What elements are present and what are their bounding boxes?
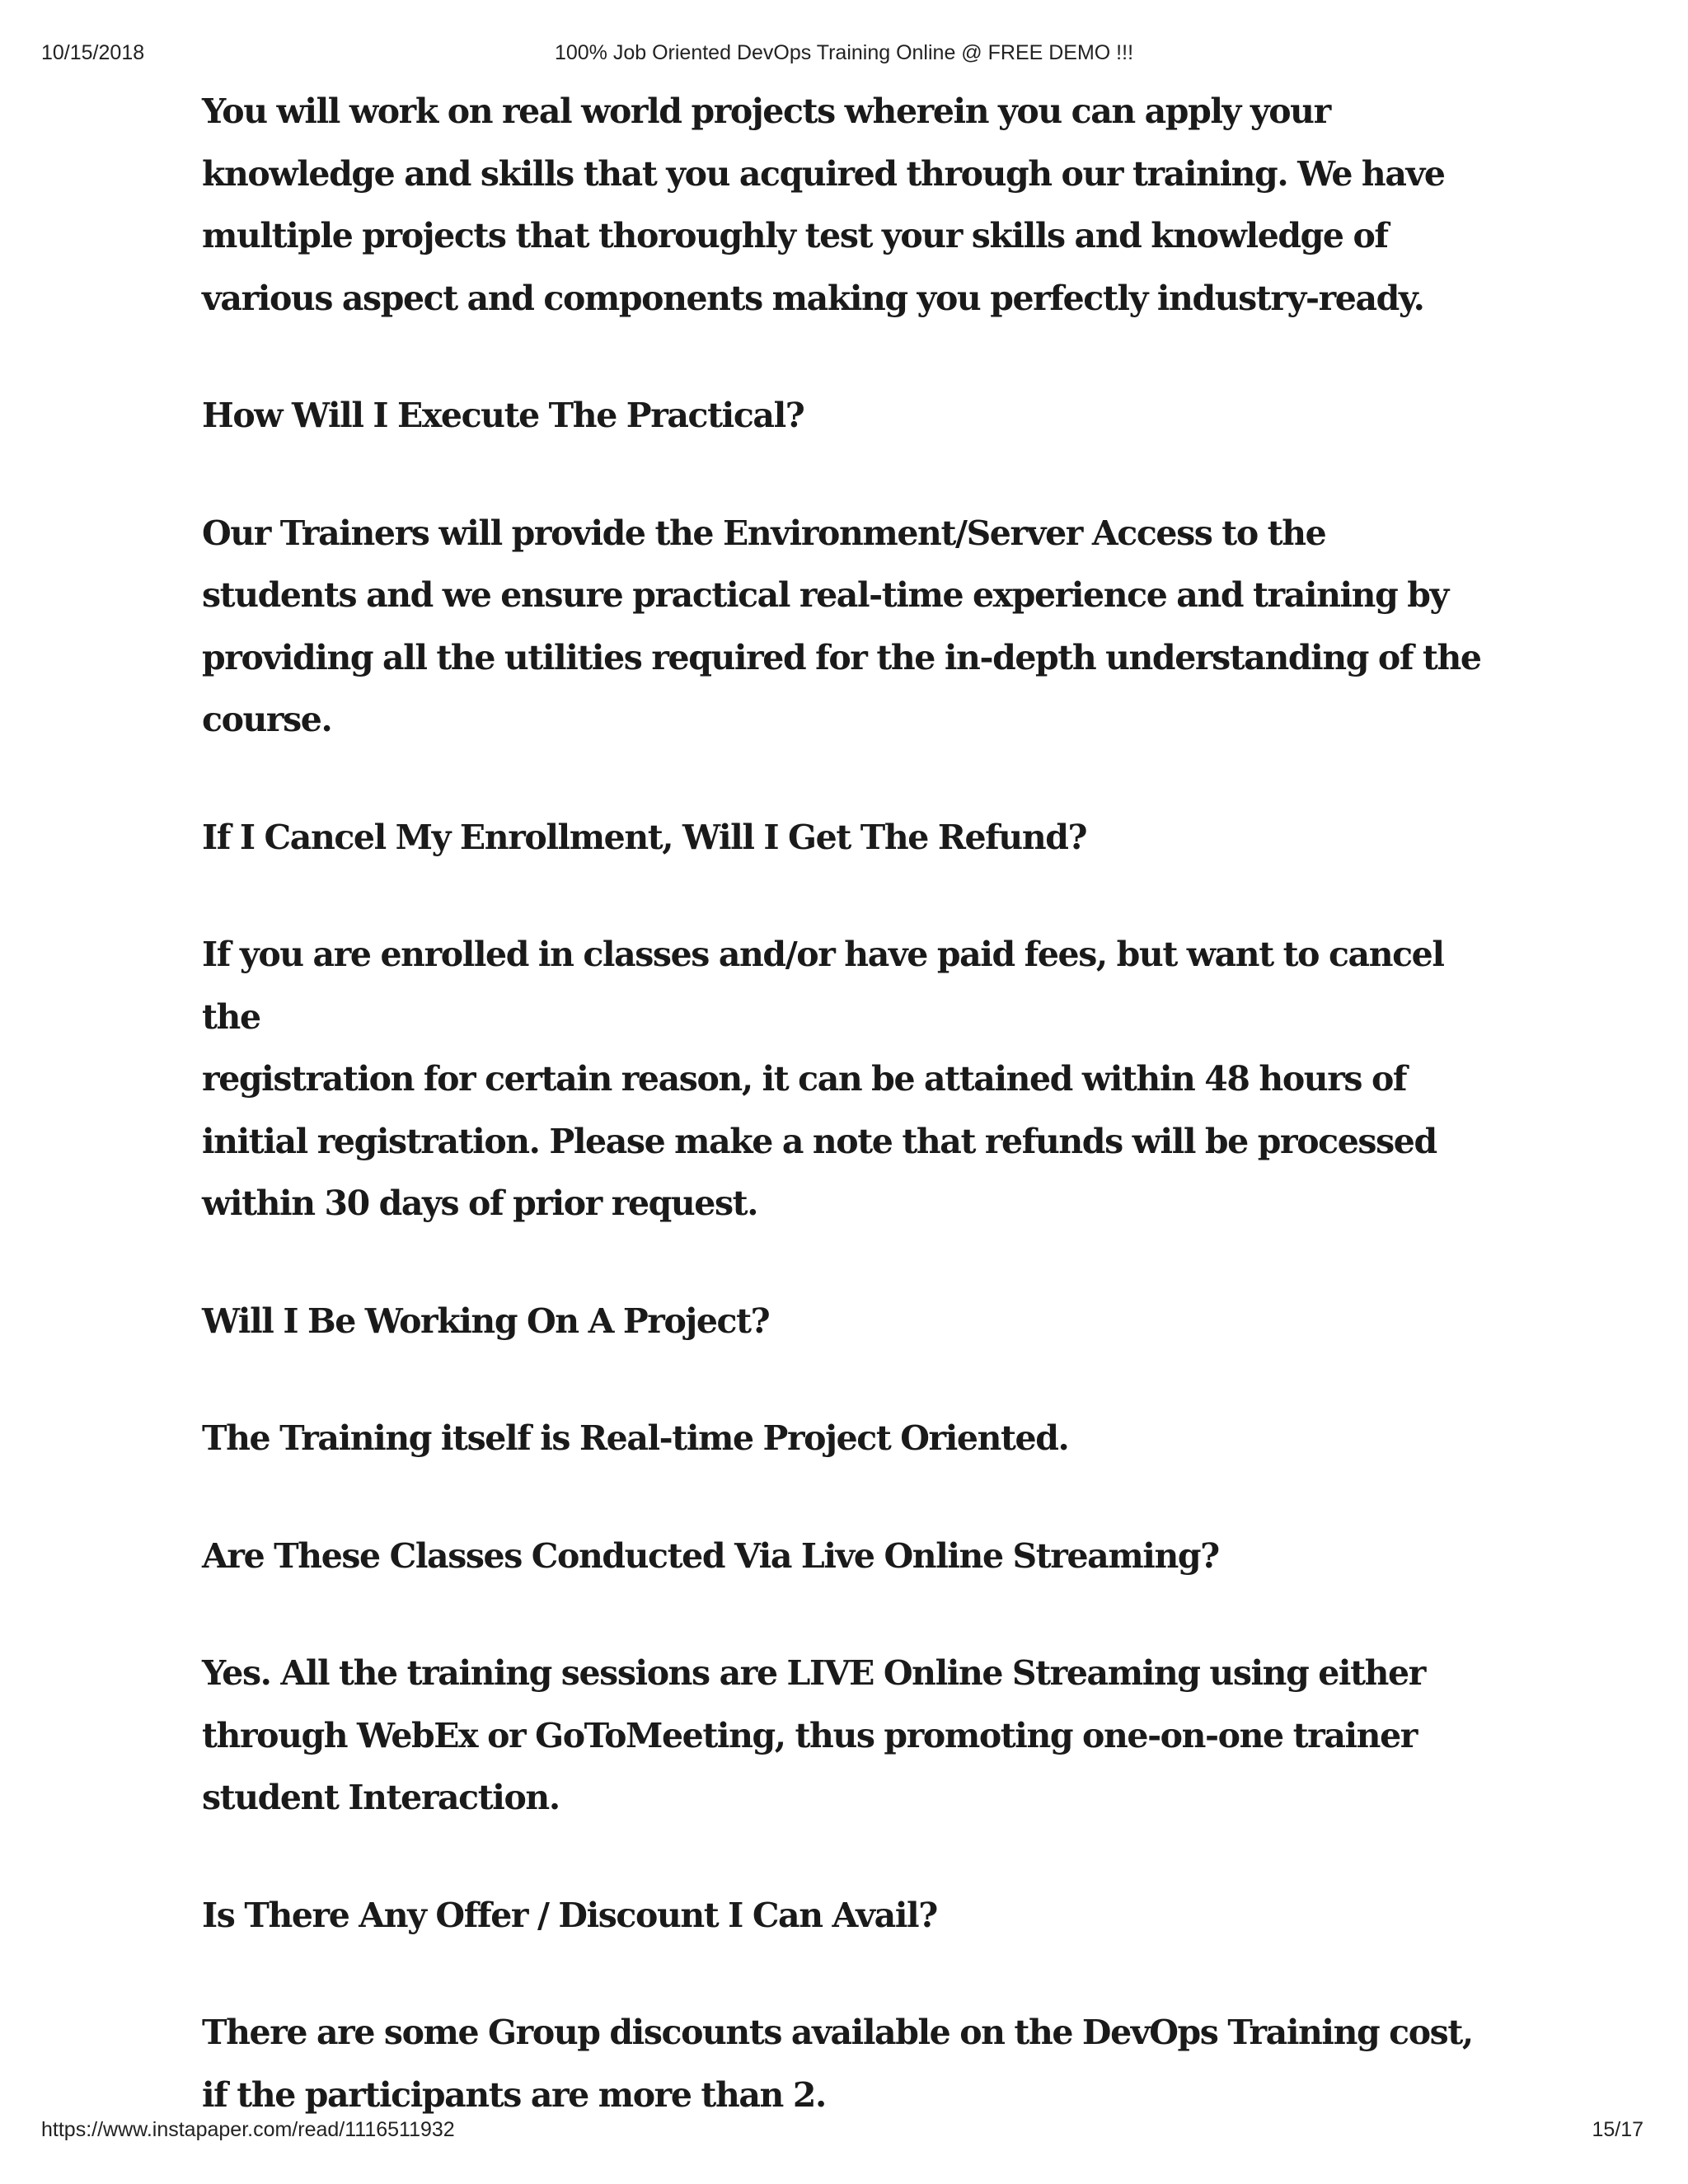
article-body [202,81,1504,2182]
text-line: Is There Any Offer / Discount I Can Avail? [202,1895,937,1935]
text-line: if the participants are more than 2. [202,2074,826,2115]
faq-answer-streaming [202,1643,1504,1830]
text-line: If you are enrolled in classes and/or have paid fees, but want to cancel the [202,935,1444,1037]
text-line: Yes. All the training sessions are LIVE Online Streaming using either [202,1653,1425,1693]
text-line: The Training itself is Real-time Project Oriented. [202,1418,1069,1458]
text-line: multiple projects that thoroughly test your skills and knowledge of [202,216,1388,255]
faq-question-practical [202,385,1504,448]
text-line: Will I Be Working On A Project? [202,1301,770,1341]
text-line: If I Cancel My Enrollment, Will I Get The Refund? [202,817,1087,857]
print-header [0,41,1688,69]
print-url: https://www.instapaper.com/read/1116511932 [41,2118,455,2141]
faq-question-refund [202,807,1504,869]
text-line: various aspect and components making you perfectly industry-ready. [202,278,1424,318]
text-line: Our Trainers will provide the Environment/Server Access to the [202,513,1326,553]
print-page-title: 100% Job Oriented DevOps Training Online @ FREE DEMO !!! [554,41,1134,64]
text-line: You will work on real world projects wherein you can apply your [202,91,1330,131]
faq-answer-project [202,1408,1504,1470]
text-line: There are some Group discounts available on the DevOps Training cost, [202,2013,1473,2052]
text-line: registration for certain reason, it can be attained within 48 hours of [202,1059,1407,1099]
text-line: Are These Classes Conducted Via Live Online Streaming? [202,1535,1219,1576]
text-line: How Will I Execute The Practical? [202,396,804,435]
text-line: students and we ensure practical real-time experience and training by [202,575,1448,615]
faq-question-streaming [202,1526,1504,1588]
faq-answer-practical [202,503,1504,752]
print-footer [0,2118,1688,2146]
faq-answer-discount [202,2002,1504,2126]
text-line: providing all the utilities required for the in-depth understanding of the [202,637,1481,677]
faq-answer-refund [202,924,1504,1235]
text-line: within 30 days of prior request. [202,1183,758,1223]
text-line: initial registration. Please make a note that refunds will be processed [202,1121,1437,1161]
page-number: 15/17 [1592,2118,1643,2141]
text-line: knowledge and skills that you acquired through our training. We have [202,153,1445,194]
faq-question-project [202,1291,1504,1353]
text-line: through WebEx or GoToMeeting, thus promoting one-on-one trainer [202,1715,1417,1755]
faq-question-discount [202,1885,1504,1947]
faq-answer-projects [202,81,1504,330]
print-date: 10/15/2018 [41,41,145,64]
text-line: student Interaction. [202,1778,560,1817]
text-line: course. [202,700,332,739]
